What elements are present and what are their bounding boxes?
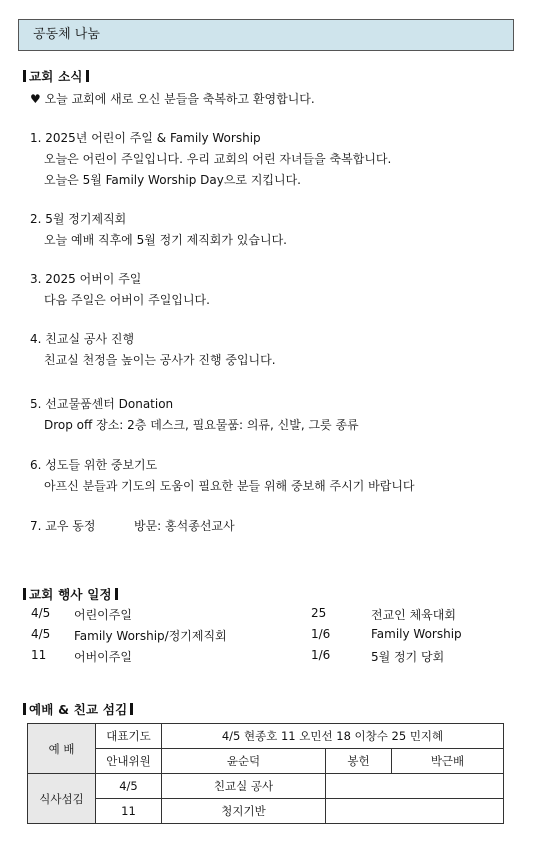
usher-value: 윤순덕 xyxy=(162,749,326,774)
meal-label: 식사섬김 xyxy=(28,774,96,824)
news-item-1-title: 1. 2025년 어린이 주일 & Family Worship xyxy=(30,131,261,145)
table-row xyxy=(28,724,504,749)
news-section-title: 교회 소식 xyxy=(20,67,92,85)
news-item-4-title: 4. 친교실 공사 진행 xyxy=(30,332,135,346)
offering-label: 봉헌 xyxy=(326,749,392,774)
news-item-2-line-1: 오늘 예배 직후에 5월 정기 제직회가 있습니다. xyxy=(44,233,287,247)
schedule-left-3-date: 11 xyxy=(31,648,47,662)
schedule-left-1-event: 어린이주일 xyxy=(74,608,132,622)
schedule-left-2-date: 4/5 xyxy=(31,627,51,641)
table-row xyxy=(28,774,504,799)
news-item-1-line-1: 오늘은 어린이 주일입니다. 우리 교회의 어린 자녀들을 축복합니다. xyxy=(44,152,392,166)
news-item-4-line-1: 친교실 천정을 높이는 공사가 진행 중입니다. xyxy=(44,353,276,367)
table-row xyxy=(28,749,504,774)
service-section-title: 예배 & 친교 섬김 xyxy=(20,700,136,718)
title-bar-right xyxy=(86,70,89,82)
news-item-6-title: 6. 성도들 위한 중보기도 xyxy=(30,458,158,472)
page-title: 공동체 나눔 xyxy=(33,27,100,42)
meal-row-1-value: 친교실 공사 xyxy=(162,774,326,799)
news-item-1-line-2: 오늘은 5월 Family Worship Day으로 지킵니다. xyxy=(44,173,301,187)
meal-row-2-date: 11 xyxy=(96,799,162,824)
service-table xyxy=(27,723,504,824)
news-item-3-line-1: 다음 주일은 어버이 주일입니다. xyxy=(44,293,210,307)
schedule-right-3-event: 5월 정기 당회 xyxy=(371,650,445,664)
news-item-3-title: 3. 2025 어버이 주일 xyxy=(30,272,142,286)
schedule-right-2-date: 1/6 xyxy=(311,627,331,641)
welcome-text: ♥ 오늘 교회에 새로 오신 분들을 축복하고 환영합니다. xyxy=(30,92,315,106)
worship-label: 예 배 xyxy=(28,724,96,774)
news-item-5-line-1: Drop off 장소: 2층 데스크, 필요물품: 의류, 신발, 그릇 종류 xyxy=(44,418,359,432)
offering-value: 박근배 xyxy=(392,749,504,774)
title-bar-right xyxy=(130,703,133,715)
meal-row-2-empty xyxy=(326,799,504,824)
title-bar-left xyxy=(23,70,26,82)
meal-row-1-date: 4/5 xyxy=(96,774,162,799)
usher-label: 안내위원 xyxy=(96,749,162,774)
schedule-left-2-event: Family Worship/정기제직회 xyxy=(74,629,227,643)
news-item-5-title: 5. 선교물품센터 Donation xyxy=(30,397,174,411)
news-item-7-title: 7. 교우 동정 xyxy=(30,519,96,533)
schedule-right-1-event: 전교인 체육대회 xyxy=(371,608,456,622)
title-bar-left xyxy=(23,588,26,600)
prayer-label: 대표기도 xyxy=(96,724,162,749)
news-item-2-title: 2. 5월 정기제직회 xyxy=(30,212,127,226)
schedule-right-3-date: 1/6 xyxy=(311,648,331,662)
news-item-6-line-1: 아프신 분들과 기도의 도움이 필요한 분들 위해 중보해 주시기 바랍니다 xyxy=(44,479,415,493)
schedule-left-1-date: 4/5 xyxy=(31,606,51,620)
news-item-7-visit: 방문: 홍석종선교사 xyxy=(134,519,235,533)
schedule-right-2-event: Family Worship xyxy=(371,627,462,641)
title-bar-left xyxy=(23,703,26,715)
meal-row-1-empty xyxy=(326,774,504,799)
table-row xyxy=(28,799,504,824)
title-bar-right xyxy=(115,588,118,600)
schedule-left-3-event: 어버이주일 xyxy=(74,650,132,664)
prayer-value: 4/5 현종호 11 오민선 18 이창수 25 민지혜 xyxy=(162,724,504,749)
page-header xyxy=(18,19,514,51)
schedule-right-1-date: 25 xyxy=(311,606,327,620)
schedule-section-title: 교회 행사 일정 xyxy=(20,585,121,603)
meal-row-2-value: 청지기반 xyxy=(162,799,326,824)
